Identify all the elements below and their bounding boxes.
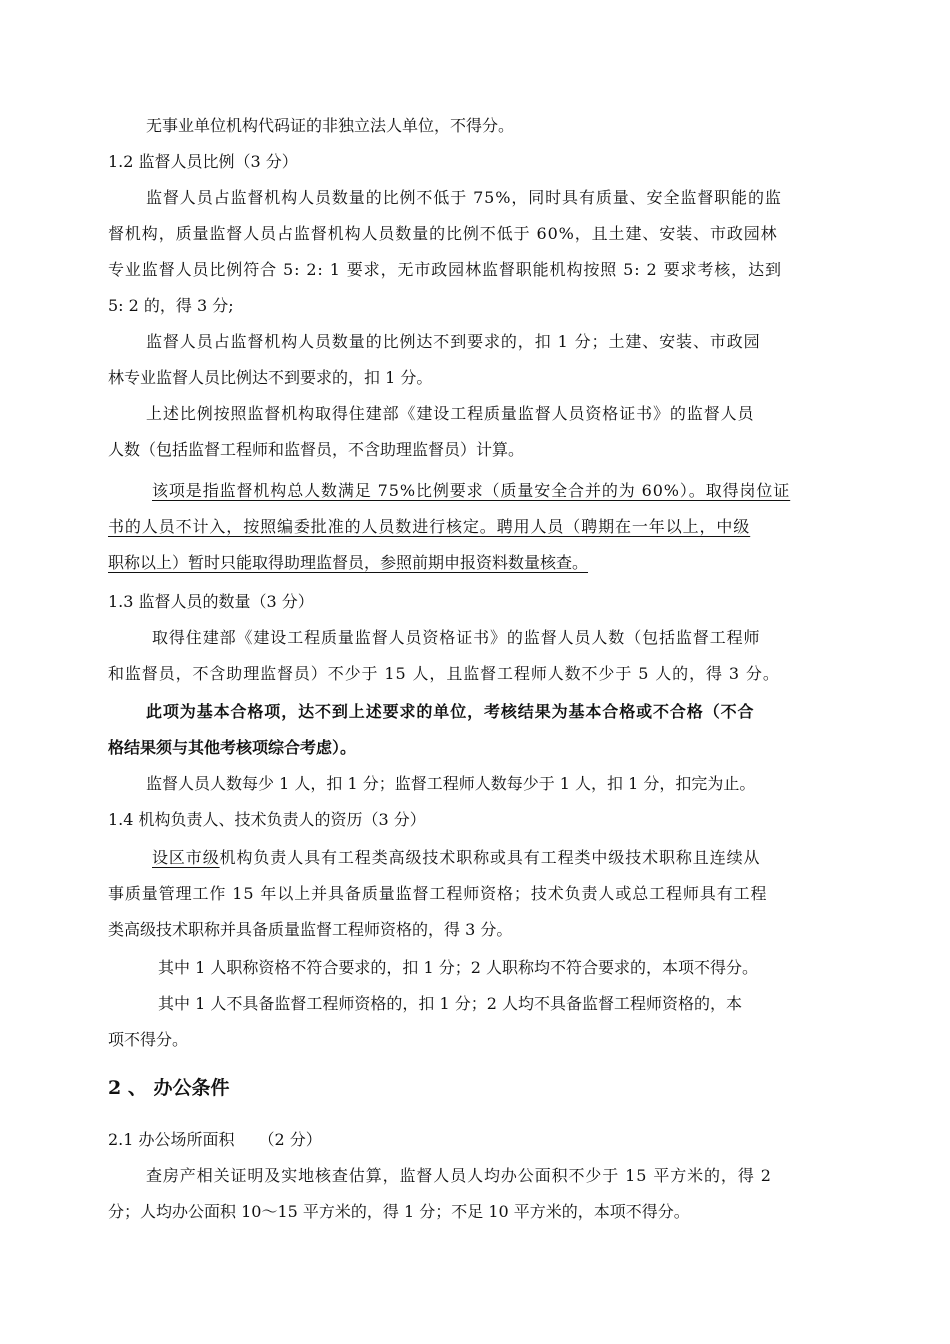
underlined-note-line: 该项是指监督机构总人数满足 75%比例要求（质量安全合并的为 60%）。取得岗位证 <box>152 481 791 500</box>
paragraph-line: 专业监督人员比例符合 5: 2: 1 要求，无市政园林监督职能机构按照 5: 2 要求考核，达到 <box>108 260 782 279</box>
paragraph-line: 和监督员，不含助理监督员）不少于 15 人，且监督工程师人数不少于 5 人的，得 3 分。 <box>108 664 780 683</box>
paragraph-line: 其中 1 人职称资格不符合要求的，扣 1 分；2 人职称均不符合要求的，本项不得分。 <box>158 958 758 977</box>
section-heading-1-4: 1.4 机构负责人、技术负责人的资历（3 分） <box>108 810 426 829</box>
underlined-term: 设区市级 <box>152 848 220 867</box>
paragraph-line: 项不得分。 <box>108 1030 189 1049</box>
paragraph-line: 无事业单位机构代码证的非独立法人单位，不得分。 <box>146 116 515 135</box>
paragraph-line <box>152 846 760 870</box>
section-heading-1-3: 1.3 监督人员的数量（3 分） <box>108 592 314 611</box>
paragraph-line: 查房产相关证明及实地核查估算，监督人员人均办公面积不少于 15 平方米的，得 2 <box>146 1166 772 1185</box>
section-heading-2-1: 2.1 办公场所面积 （2 分） <box>108 1130 322 1149</box>
bold-requirement-line: 格结果须与其他考核项综合考虑）。 <box>108 738 357 757</box>
bold-requirement-line: 此项为基本合格项，达不到上述要求的单位，考核结果为基本合格或不合格（不合 <box>146 702 755 721</box>
section-heading-1-2: 1.2 监督人员比例（3 分） <box>108 152 298 171</box>
paragraph-line: 类高级技术职称并具备质量监督工程师资格的，得 3 分。 <box>108 920 513 939</box>
underlined-note-line: 书的人员不计入，按照编委批准的人员数进行核定。聘用人员（聘期在一年以上，中级 <box>108 517 751 536</box>
paragraph-text: 机构负责人具有工程类高级技术职称或具有工程类中级技术职称且连续从 <box>219 848 761 867</box>
paragraph-line: 人数（包括监督工程师和监督员，不含助理监督员）计算。 <box>108 440 525 459</box>
paragraph-line: 林专业监督人员比例达不到要求的，扣 1 分。 <box>108 368 433 387</box>
paragraph-line: 分；人均办公面积 10～15 平方米的，得 1 分；不足 10 平方米的，本项不得分。 <box>108 1202 690 1221</box>
paragraph-line: 督机构，质量监督人员占监督机构人员数量的比例不低于 60%，且土建、安装、市政园林 <box>108 224 778 243</box>
underlined-note-line: 职称以上）暂时只能取得助理监督员，参照前期申报资料数量核查。 <box>108 553 589 572</box>
paragraph-line: 监督人员人数每少 1 人，扣 1 分；监督工程师人数每少于 1 人，扣 1 分，扣完为止。 <box>146 774 756 793</box>
paragraph-line: 其中 1 人不具备监督工程师资格的，扣 1 分；2 人均不具备监督工程师资格的，本 <box>158 994 742 1013</box>
paragraph-line: 取得住建部《建设工程质量监督人员资格证书》的监督人员人数（包括监督工程师 <box>152 628 761 647</box>
section-heading-2: 2 、 办公条件 <box>108 1077 230 1099</box>
paragraph-line: 监督人员占监督机构人员数量的比例达不到要求的，扣 1 分；土建、安装、市政园 <box>146 332 761 351</box>
paragraph-line: 事质量管理工作 15 年以上并具备质量监督工程师资格；技术负责人或总工程师具有工程 <box>108 884 768 903</box>
paragraph-line: 5: 2 的，得 3 分; <box>108 296 234 315</box>
paragraph-line: 监督人员占监督机构人员数量的比例不低于 75%，同时具有质量、安全监督职能的监 <box>146 188 782 207</box>
paragraph-line: 上述比例按照监督机构取得住建部《建设工程质量监督人员资格证书》的监督人员 <box>146 404 755 423</box>
